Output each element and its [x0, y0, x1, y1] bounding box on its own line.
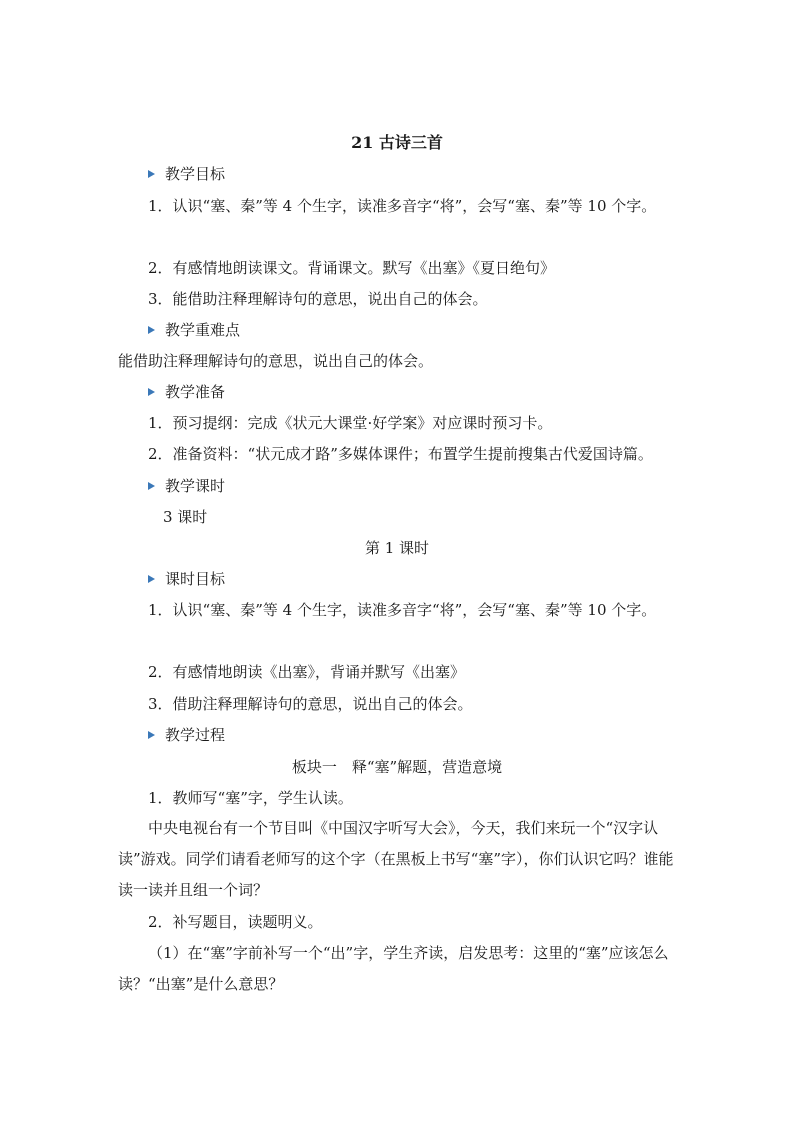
lesson-goal-item-1: 1．认识“塞、秦”等 4 个生字，读准多音字“将”，会写“塞、秦”等 10 个字。	[148, 601, 657, 619]
section-preparation	[148, 382, 225, 402]
triangle-bullet-icon	[148, 482, 155, 490]
section-label: 教学准备	[165, 383, 226, 401]
section-label: 教学重难点	[165, 321, 241, 339]
goal-item-2: 2．有感情地朗读课文。背诵课文。默写《出塞》《夏日绝句》	[148, 259, 556, 277]
preparation-item-2: 2．准备资料：“状元成才路”多媒体课件；布置学生提前搜集古代爱国诗篇。	[148, 445, 653, 463]
goal-item-1: 1．认识“塞、秦”等 4 个生字，读准多音字“将”，会写“塞、秦”等 10 个字。	[148, 197, 657, 215]
section-lesson-goals	[148, 569, 225, 589]
section-label: 教学目标	[165, 165, 226, 183]
triangle-bullet-icon	[148, 326, 155, 334]
lesson-heading: 第 1 课时	[364, 539, 430, 557]
block-heading: 板块一 释“塞”解题，营造意境	[291, 758, 503, 776]
section-teaching-process	[148, 725, 225, 745]
triangle-bullet-icon	[148, 170, 155, 178]
triangle-bullet-icon	[148, 575, 155, 583]
process-step-1: 1．教师写“塞”字，学生认读。	[148, 789, 353, 807]
process-step-2: 2．补写题目，读题明义。	[148, 913, 323, 931]
section-label: 教学课时	[165, 477, 226, 495]
document-title: 21 古诗三首	[351, 133, 443, 152]
lesson-goal-item-3: 3．借助注释理解诗句的意思，说出自己的体会。	[148, 695, 473, 713]
lesson-goal-item-2: 2．有感情地朗读《出塞》，背诵并默写《出塞》	[148, 663, 466, 681]
section-teaching-goals	[148, 164, 225, 184]
preparation-item-1: 1．预习提纲：完成《状元大课堂·好学案》对应课时预习卡。	[148, 414, 553, 432]
triangle-bullet-icon	[148, 388, 155, 396]
process-step-2-sub-1: （1）在“塞”字前补写一个“出”字，学生齐读，启发思考：这里的“塞”应该怎么读？“出塞”是什么意思？	[118, 944, 669, 993]
goal-item-3: 3．能借助注释理解诗句的意思，说出自己的体会。	[148, 290, 488, 308]
section-label: 教学过程	[165, 726, 226, 744]
key-difficulty-text: 能借助注释理解诗句的意思，说出自己的体会。	[118, 352, 434, 370]
triangle-bullet-icon	[148, 731, 155, 739]
section-label: 课时目标	[165, 570, 226, 588]
section-lesson-hours	[148, 476, 225, 496]
section-key-difficulties	[148, 320, 240, 340]
process-paragraph: 中央电视台有一个节目叫《中国汉字听写大会》，今天，我们来玩一个“汉字认读”游戏。同学们请看老师写的这个字（在黑板上书写“塞”字），你们认识它吗？谁能读一读并且组一个词？	[118, 819, 674, 899]
lesson-hours-text: 3 课时	[163, 508, 208, 526]
